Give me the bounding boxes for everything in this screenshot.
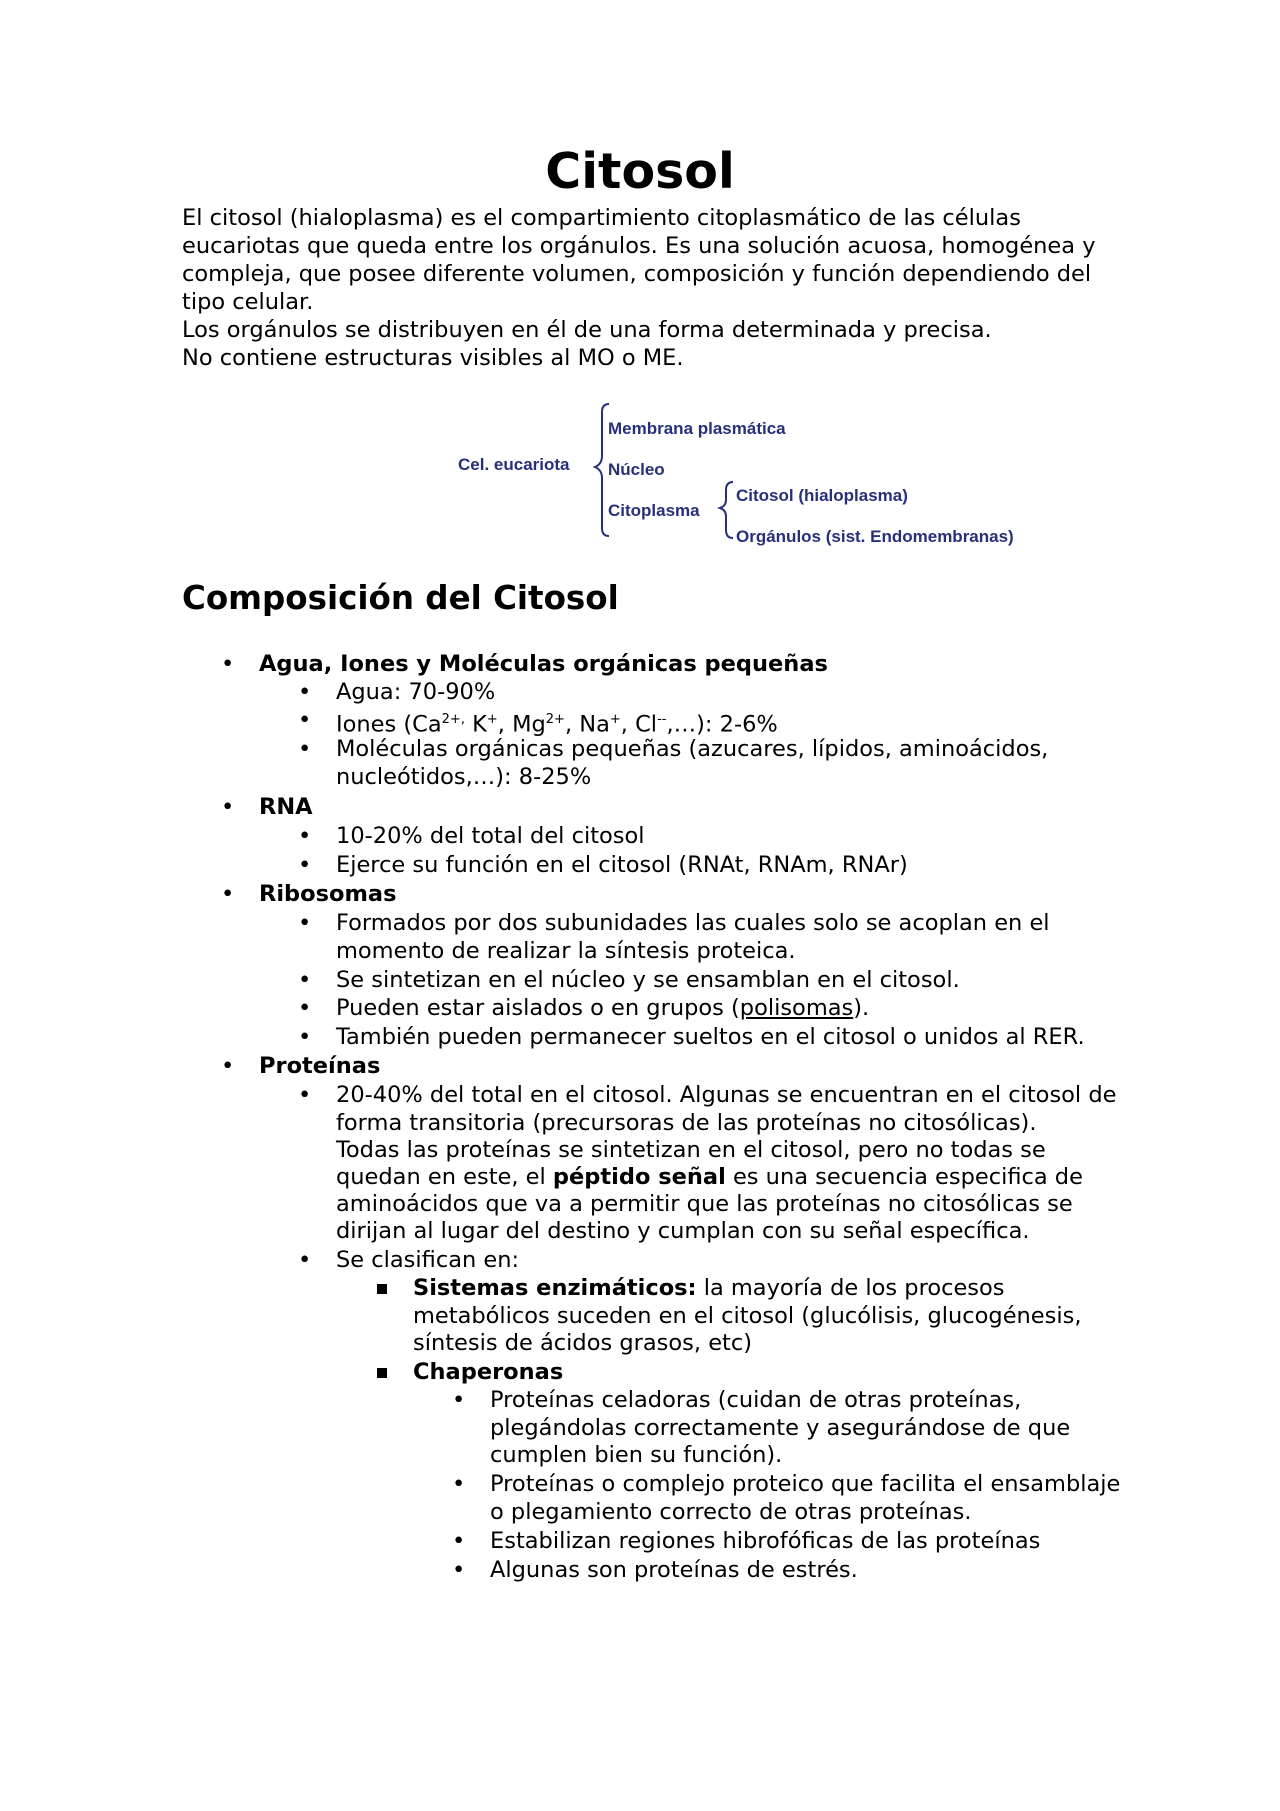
list-item-continuation: aminoácidos que va a permitir que las proteínas no citosólicas se	[336, 1191, 1073, 1217]
bullet	[298, 1081, 311, 1109]
list-item	[490, 1470, 1120, 1498]
bullet	[452, 1556, 465, 1584]
item-text: También pueden permanecer sueltos en el citosol o unidos al RER.	[336, 1024, 1085, 1050]
intro-line: tipo celular.	[182, 289, 314, 315]
diagram-nucleo-label: Núcleo	[608, 460, 665, 479]
diagram-citosol-label: Citosol (hialoplasma)	[736, 486, 908, 505]
intro-line: No contiene estructuras visibles al MO o ME.	[182, 345, 684, 371]
list-item-continuation: forma transitoria (precursoras de las proteínas no citosólicas).	[336, 1110, 1037, 1136]
list-item-continuation: dirijan al lugar del destino y cumplan con su señal específica.	[336, 1218, 1030, 1244]
bullet	[221, 1052, 234, 1080]
inner-brace	[720, 482, 733, 538]
item-text: Formados por dos subunidades las cuales solo se acoplan en el	[336, 910, 1050, 936]
section-title: Composición del Citosol	[182, 579, 619, 617]
item-text: Se clasifican en:	[336, 1247, 520, 1273]
list-item	[336, 822, 645, 850]
list-item-heading-agua	[259, 650, 828, 678]
intro-line: eucariotas que queda entre los orgánulos. Es una solución acuosa, homogénea y	[182, 233, 1096, 259]
item-text: Moléculas orgánicas pequeñas (azucares, lípidos, aminoácidos,	[336, 736, 1049, 762]
bullet	[298, 851, 311, 879]
text-part: Iones (Ca	[336, 711, 442, 738]
list-item-iones	[336, 706, 778, 739]
list-item-heading-rna	[259, 793, 313, 821]
item-text: Proteínas o complejo proteico que facilita el ensamblaje	[490, 1471, 1121, 1497]
item-text: Agua: 70-90%	[336, 679, 496, 705]
diagram-citoplasma-label: Citoplasma	[608, 501, 700, 520]
square-bullet	[377, 1284, 387, 1294]
intro-line: compleja, que posee diferente volumen, composición y función dependiendo del	[182, 261, 1092, 287]
list-item	[336, 851, 908, 879]
diagram-membrana-label: Membrana plasmática	[608, 419, 786, 438]
list-item-continuation: Todas las proteínas se sintetizan en el citosol, pero no todas se	[336, 1137, 1046, 1163]
text-part: ,…): 2-6%	[666, 711, 778, 738]
bullet	[452, 1527, 465, 1555]
superscript: 2+	[545, 712, 565, 727]
page-title: Citosol	[545, 143, 735, 200]
bold-term: Sistemas enzimáticos:	[413, 1275, 697, 1301]
bullet	[298, 822, 311, 850]
bullet	[221, 650, 234, 678]
bullet	[298, 994, 311, 1022]
text-part: , Cl	[620, 711, 658, 738]
diagram-organulos-label: Orgánulos (sist. Endomembranas)	[736, 527, 1014, 546]
item-text: Ejerce su función en el citosol (RNAt, RNAm, RNAr)	[336, 852, 908, 878]
bullet	[221, 880, 234, 908]
list-item-continuation: momento de realizar la síntesis proteica.	[336, 938, 796, 964]
bullet	[298, 678, 311, 706]
item-text: Se sintetizan en el núcleo y se ensamblan en el citosol.	[336, 967, 960, 993]
list-item-continuation: cumplen bien su función).	[490, 1442, 783, 1468]
list-item-sistemas	[413, 1274, 1005, 1302]
heading-text: Proteínas	[259, 1053, 381, 1079]
list-item-continuation: plegándolas correctamente y asegurándose de que	[490, 1415, 1071, 1441]
list-item-chaperonas	[413, 1358, 563, 1386]
list-item	[336, 1081, 1116, 1109]
text-part: K	[464, 711, 487, 738]
intro-paragraph	[182, 204, 1182, 372]
bullet	[298, 909, 311, 937]
list-item	[336, 1023, 1085, 1051]
list-item	[336, 735, 1048, 763]
diagram-root-label: Cel. eucariota	[458, 455, 570, 474]
item-text: Estabilizan regiones hibrofóficas de las proteínas	[490, 1528, 1041, 1554]
list-item	[490, 1386, 1021, 1414]
list-item	[490, 1527, 1040, 1555]
list-item-continuation: metabólicos suceden en el citosol (glucólisis, glucogénesis,	[413, 1303, 1082, 1329]
square-bullet	[377, 1368, 387, 1378]
item-text: 10-20% del total del citosol	[336, 823, 645, 849]
bullet	[298, 1023, 311, 1051]
superscript: 2+,	[441, 712, 465, 727]
outer-brace	[595, 404, 609, 536]
list-item	[336, 994, 869, 1022]
list-item-continuation	[336, 1163, 1083, 1191]
list-item-heading-proteinas	[259, 1052, 380, 1080]
list-item	[336, 678, 495, 706]
list-item	[336, 909, 1050, 937]
heading-text: Ribosomas	[259, 881, 397, 907]
intro-line: El citosol (hialoplasma) es el compartimiento citoplasmático de las células	[182, 205, 1021, 231]
list-item-continuation: síntesis de ácidos grasos, etc)	[413, 1330, 753, 1356]
bullet	[298, 706, 311, 734]
superscript: +	[609, 712, 621, 727]
item-text: 20-40% del total en el citosol. Algunas se encuentran en el citosol de	[336, 1082, 1117, 1108]
bullet	[298, 966, 311, 994]
item-text: Algunas son proteínas de estrés.	[490, 1557, 858, 1583]
bullet	[298, 735, 311, 763]
list-item-continuation: o plegamiento correcto de otras proteínas.	[490, 1499, 972, 1525]
item-text: Proteínas celadoras (cuidan de otras proteínas,	[490, 1387, 1022, 1413]
text-part: Pueden estar aislados o en grupos (	[336, 995, 740, 1021]
bullet	[298, 1246, 311, 1274]
superscript: --	[657, 712, 667, 727]
superscript: +	[486, 712, 498, 727]
list-item	[336, 1246, 519, 1274]
text-part: , Mg	[497, 711, 546, 738]
text-part: ).	[853, 995, 870, 1021]
list-item-continuation: nucleótidos,…): 8-25%	[336, 764, 592, 790]
bullet	[452, 1470, 465, 1498]
heading-text: RNA	[259, 794, 313, 820]
polisomas-link[interactable]: polisomas	[739, 995, 854, 1021]
text-part: la mayoría de los procesos	[696, 1275, 1005, 1301]
list-item-heading-ribosomas	[259, 880, 396, 908]
text-part: quedan en este, el	[336, 1164, 553, 1190]
heading-text: Chaperonas	[413, 1359, 564, 1385]
bullet	[452, 1386, 465, 1414]
list-item	[490, 1556, 858, 1584]
text-part: es una secuencia especifica de	[725, 1164, 1083, 1190]
bullet	[221, 793, 234, 821]
bold-term: péptido señal	[552, 1164, 726, 1190]
intro-line: Los orgánulos se distribuyen en él de una forma determinada y precisa.	[182, 317, 992, 343]
list-item	[336, 966, 960, 994]
heading-text: Agua, Iones y Moléculas orgánicas pequeñas	[259, 651, 828, 677]
text-part: , Na	[564, 711, 610, 738]
